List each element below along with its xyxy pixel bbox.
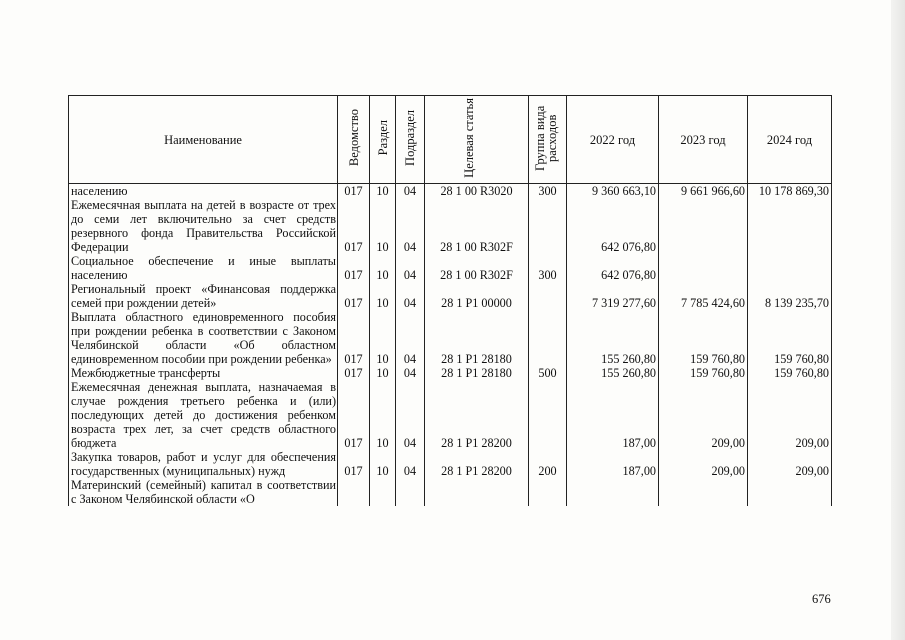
row-amount-2022: 7 319 277,60 <box>567 282 659 310</box>
row-department: 017 <box>338 366 370 380</box>
row-target-item: 28 1 P1 28200 <box>425 380 529 450</box>
row-name: Закупка товаров, работ и услуг для обеспечения государственных (муниципальных) нужд <box>69 450 338 478</box>
row-name: Ежемесячная выплата на детей в возрасте от трех до семи лет включительно за счет средств резервного фонда Правительства Российской Федерации <box>69 198 338 254</box>
row-amount-2024 <box>748 254 832 282</box>
row-department: 017 <box>338 254 370 282</box>
row-amount-2023: 209,00 <box>659 380 748 450</box>
row-expense-group <box>529 478 567 507</box>
row-target-item: 28 1 00 R3020 <box>425 184 529 199</box>
row-department <box>338 478 370 507</box>
row-subsection: 04 <box>396 310 425 366</box>
table-row <box>69 380 832 450</box>
row-amount-2023: 7 785 424,60 <box>659 282 748 310</box>
table-header-row <box>69 96 832 184</box>
row-expense-group <box>529 380 567 450</box>
row-expense-group: 200 <box>529 450 567 478</box>
row-subsection: 04 <box>396 254 425 282</box>
row-amount-2024: 8 139 235,70 <box>748 282 832 310</box>
row-department: 017 <box>338 198 370 254</box>
row-subsection: 04 <box>396 184 425 199</box>
row-section: 10 <box>370 184 396 199</box>
row-subsection: 04 <box>396 450 425 478</box>
row-department: 017 <box>338 184 370 199</box>
row-subsection: 04 <box>396 282 425 310</box>
row-section: 10 <box>370 450 396 478</box>
row-amount-2022: 187,00 <box>567 450 659 478</box>
row-section: 10 <box>370 198 396 254</box>
header-department: Ведомство <box>338 96 370 184</box>
table-row <box>69 310 832 366</box>
row-amount-2024 <box>748 478 832 507</box>
header-2023: 2023 год <box>659 96 748 184</box>
row-department: 017 <box>338 282 370 310</box>
row-amount-2024: 10 178 869,30 <box>748 184 832 199</box>
row-amount-2024: 209,00 <box>748 380 832 450</box>
header-target-item: Целевая статья <box>425 96 529 184</box>
row-expense-group <box>529 282 567 310</box>
row-expense-group: 300 <box>529 254 567 282</box>
row-department: 017 <box>338 450 370 478</box>
row-amount-2022: 642 076,80 <box>567 254 659 282</box>
row-amount-2022: 9 360 663,10 <box>567 184 659 199</box>
row-target-item: 28 1 00 R302F <box>425 254 529 282</box>
row-section: 10 <box>370 366 396 380</box>
table-row <box>69 254 832 282</box>
row-subsection: 04 <box>396 366 425 380</box>
row-amount-2022: 187,00 <box>567 380 659 450</box>
row-name: населению <box>69 184 338 199</box>
row-target-item: 28 1 P1 28180 <box>425 366 529 380</box>
row-name: Ежемесячная денежная выплата, назначаемая в случае рождения третьего ребенка и (или) последующих детей до достижения ребенком возраста трех лет, за счет средств областного бюджета <box>69 380 338 450</box>
row-amount-2024: 159 760,80 <box>748 366 832 380</box>
row-amount-2022: 155 260,80 <box>567 366 659 380</box>
row-subsection <box>396 478 425 507</box>
table-row <box>69 198 832 254</box>
row-amount-2022 <box>567 478 659 507</box>
row-amount-2024: 159 760,80 <box>748 310 832 366</box>
table-row <box>69 478 832 507</box>
row-amount-2023: 159 760,80 <box>659 366 748 380</box>
row-target-item: 28 1 P1 28200 <box>425 450 529 478</box>
row-amount-2023: 9 661 966,60 <box>659 184 748 199</box>
row-name: Материнский (семейный) капитал в соответствии с Законом Челябинской области «О <box>69 478 338 507</box>
row-section: 10 <box>370 380 396 450</box>
page-edge-shadow <box>891 0 905 640</box>
row-amount-2022: 155 260,80 <box>567 310 659 366</box>
budget-table <box>68 95 832 507</box>
row-expense-group <box>529 198 567 254</box>
row-target-item: 28 1 00 R302F <box>425 198 529 254</box>
row-target-item <box>425 478 529 507</box>
row-amount-2024: 209,00 <box>748 450 832 478</box>
row-department: 017 <box>338 380 370 450</box>
row-target-item: 28 1 P1 00000 <box>425 282 529 310</box>
row-target-item: 28 1 P1 28180 <box>425 310 529 366</box>
page-number: 676 <box>812 592 831 606</box>
row-name: Социальное обеспечение и иные выплаты населению <box>69 254 338 282</box>
row-name: Региональный проект «Финансовая поддержка семей при рождении детей» <box>69 282 338 310</box>
row-amount-2023 <box>659 254 748 282</box>
row-amount-2023 <box>659 198 748 254</box>
row-subsection: 04 <box>396 380 425 450</box>
row-name: Выплата областного единовременного пособия при рождении ребенка в соответствии с Законом Челябинской области «Об областном единовременном пособии при рождении ребенка» <box>69 310 338 366</box>
row-section <box>370 478 396 507</box>
row-expense-group: 500 <box>529 366 567 380</box>
row-amount-2023 <box>659 478 748 507</box>
row-expense-group: 300 <box>529 184 567 199</box>
row-section: 10 <box>370 254 396 282</box>
table-row <box>69 450 832 478</box>
row-amount-2022: 642 076,80 <box>567 198 659 254</box>
row-name: Межбюджетные трансферты <box>69 366 338 380</box>
header-name: Наименование <box>69 96 338 184</box>
header-section: Раздел <box>370 96 396 184</box>
row-subsection: 04 <box>396 198 425 254</box>
row-section: 10 <box>370 282 396 310</box>
row-section: 10 <box>370 310 396 366</box>
row-amount-2024 <box>748 198 832 254</box>
row-expense-group <box>529 310 567 366</box>
header-2024: 2024 год <box>748 96 832 184</box>
table-row <box>69 282 832 310</box>
table-row <box>69 184 832 199</box>
row-amount-2023: 159 760,80 <box>659 310 748 366</box>
header-subsection: Подраздел <box>396 96 425 184</box>
header-expense-group: Группа вида расходов <box>529 96 567 184</box>
row-department: 017 <box>338 310 370 366</box>
table-row <box>69 366 832 380</box>
row-amount-2023: 209,00 <box>659 450 748 478</box>
header-2022: 2022 год <box>567 96 659 184</box>
